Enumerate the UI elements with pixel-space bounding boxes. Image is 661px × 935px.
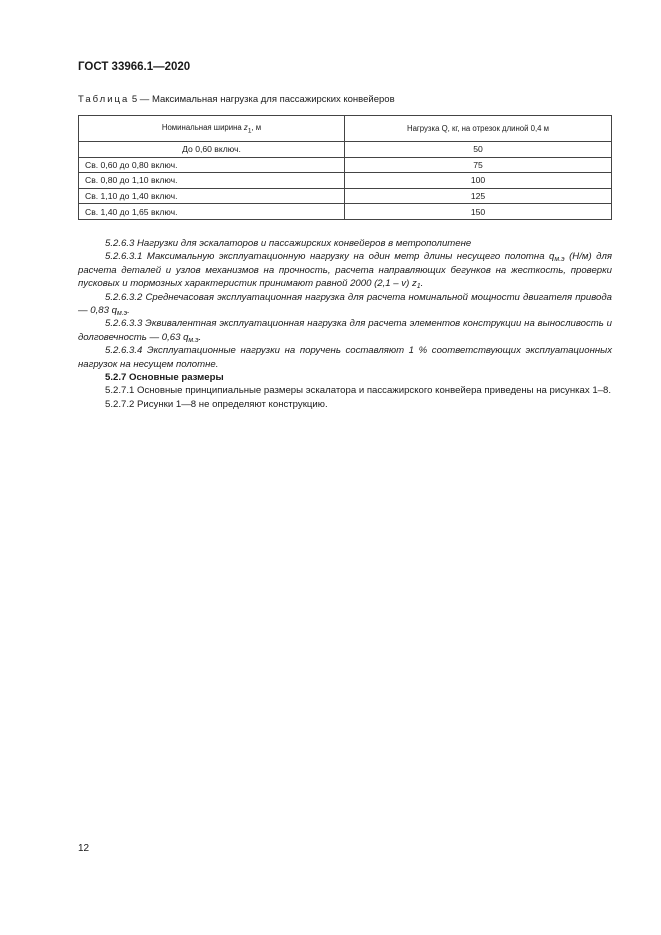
width-cell: Св. 1,40 до 1,65 включ. [79, 204, 345, 220]
section-5-2-6-3-1-text-a: 5.2.6.3.1 Максимальную эксплуатационную нагрузку на один метр длины несущего полотна q [105, 251, 555, 263]
table-header-row [79, 116, 612, 142]
section-5-2-7-title: 5.2.7 Основные размеры [105, 372, 224, 384]
table-row [79, 173, 612, 189]
section-5-2-6-3-2-text-c: . [127, 305, 130, 317]
load-cell: 75 [345, 157, 612, 173]
max-load-table [78, 115, 612, 220]
section-5-2-6-3-2 [78, 291, 612, 318]
width-cell: Св. 0,60 до 0,80 включ. [79, 157, 345, 173]
load-cell: 150 [345, 204, 612, 220]
section-5-2-7-1: 5.2.7.1 Основные принципиальные размеры эскалатора и пассажирского конвейера приведены на рисунках 1–8. [105, 385, 611, 397]
table-caption [78, 94, 395, 105]
table-row [79, 142, 612, 158]
width-cell: До 0,60 включ. [79, 142, 345, 158]
width-cell: Св. 0,80 до 1,10 включ. [79, 173, 345, 189]
section-5-2-6-3-title: 5.2.6.3 Нагрузки для эскалаторов и пассажирских конвейеров в метрополитене [105, 238, 472, 249]
column-header-width-var: z [243, 122, 248, 132]
table-row [79, 157, 612, 173]
table-row [79, 188, 612, 204]
section-5-2-6-3-3-sub: м.э [188, 336, 199, 344]
section-5-2-6-3-4: 5.2.6.3.4 Эксплуатационные нагрузки на поручень составляют 1 % соответствующих эксплуатационных нагрузок на несущем полотне. [78, 345, 612, 370]
load-cell: 50 [345, 142, 612, 158]
width-cell: Св. 1,10 до 1,40 включ. [79, 188, 345, 204]
section-5-2-6-3-1-sub2: 1 [416, 283, 421, 291]
column-header-width-unit: , м [251, 122, 262, 132]
section-5-2-6-3-1 [78, 250, 612, 290]
section-5-2-6-3-1-text-c: . [420, 278, 424, 290]
standard-header: ГОСТ 33966.1—2020 [78, 61, 191, 73]
section-5-2-7-2: 5.2.7.2 Рисунки 1—8 не определяют конструкцию. [105, 398, 328, 410]
load-cell: 125 [345, 188, 612, 204]
load-cell: 100 [345, 173, 612, 189]
table-caption-label: Таблица [78, 94, 130, 105]
table-row [79, 204, 612, 220]
column-header-width-sub: 1 [247, 127, 252, 135]
section-5-2-6-3-1-sub: м.э [554, 256, 565, 264]
column-header-width [79, 116, 345, 142]
column-header-width-label: Номинальная ширина [161, 122, 244, 132]
table-caption-text: 5 — Максимальная нагрузка для пассажирских конвейеров [129, 94, 395, 105]
page-number: 12 [78, 843, 90, 854]
column-header-load: Нагрузка Q, кг, на отрезок длиной 0,4 м [345, 116, 612, 142]
body-text [78, 237, 612, 411]
section-5-2-6-3-3-text-c: . [198, 331, 202, 343]
section-5-2-6-3-1-text-b: (Н/м) для расчета деталей и узлов механизмов на прочность, расчета направляющих бегунков на жесткость, проверки пусковых и тормозных характеристик принимают равной 2000 (2,1 – v) z [78, 251, 613, 290]
section-5-2-6-3-3 [78, 317, 612, 344]
section-5-2-6-3-3-text-a: 5.2.6.3.3 Эквивалентная эксплуатационная нагрузка для расчета элементов конструкции на выносливость и долговечность — 0,63 q [78, 318, 612, 343]
section-5-2-6-3-2-text-a: 5.2.6.3.2 Среднечасовая эксплуатационная нагрузка для расчета номинальной мощности двигателя привода — 0,83 q [78, 291, 612, 317]
section-5-2-6-3-2-sub: м.э [116, 310, 128, 318]
